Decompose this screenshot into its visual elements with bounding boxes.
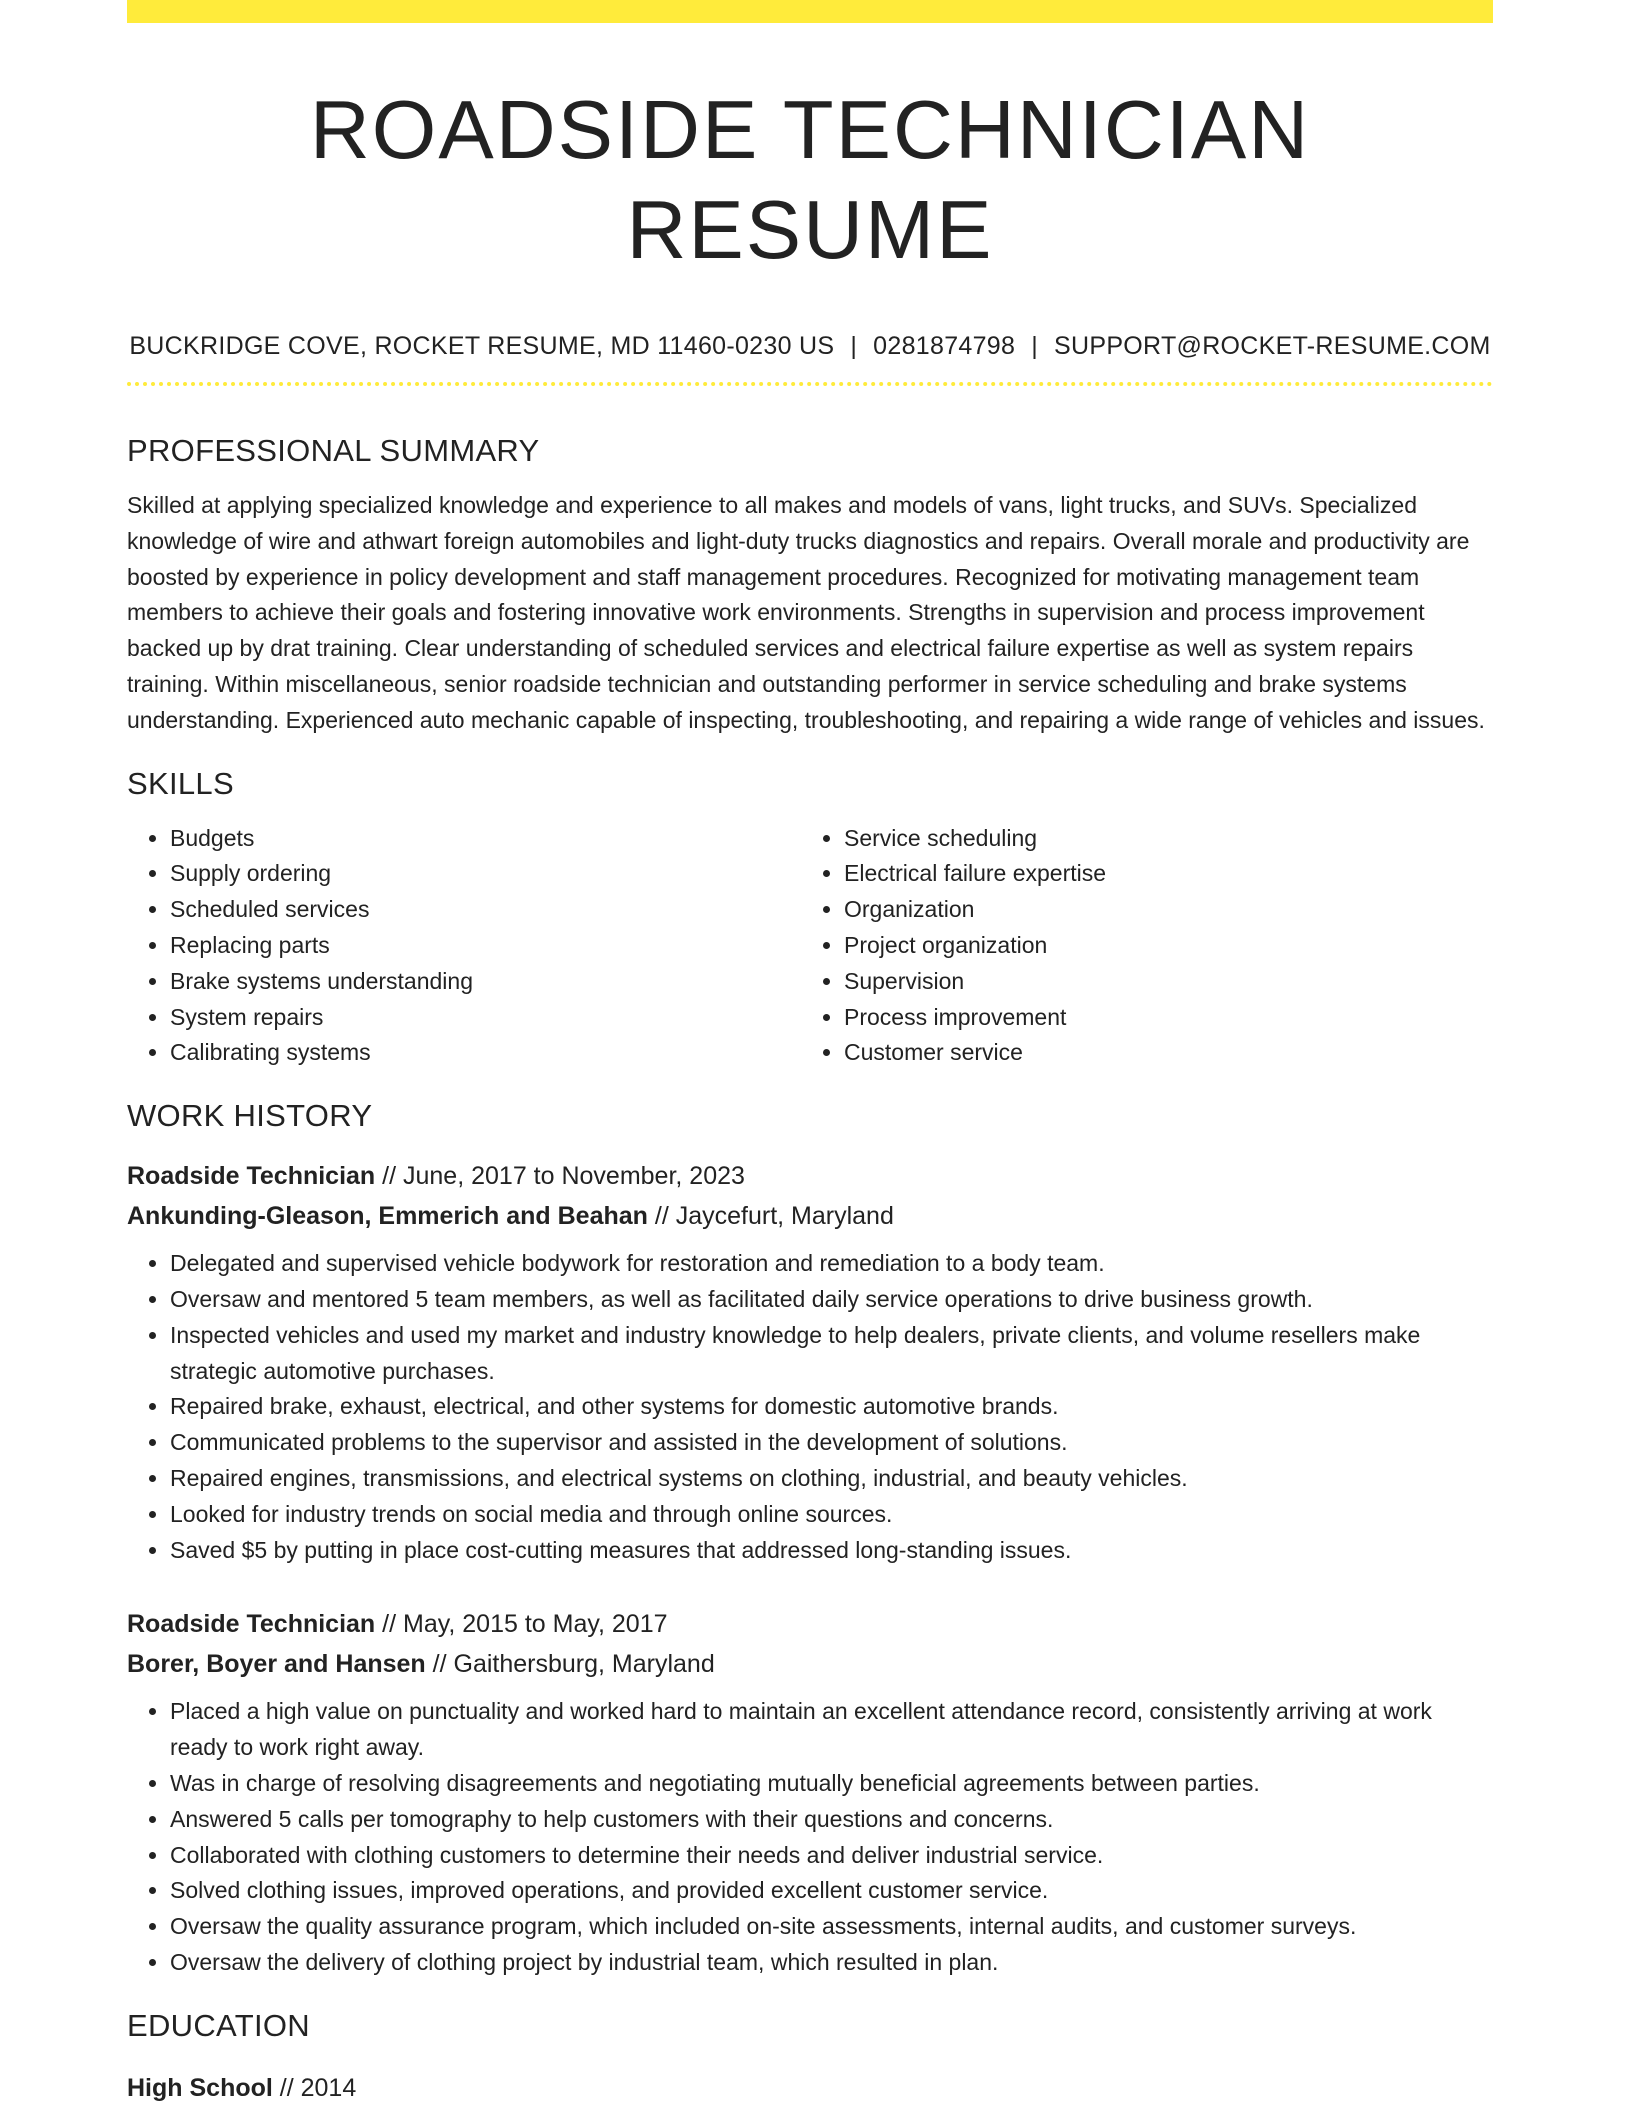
skills-list <box>127 821 1493 1072</box>
duty-item: • Placed a high value on punctuality and worked hard to maintain an excellent attendance record, consistently arriving at work ready to work right away. <box>170 1694 1493 1766</box>
job-role-line <box>127 1156 1493 1196</box>
education-year: // 2014 <box>272 2073 357 2102</box>
skill-item: • Supply ordering <box>170 856 801 892</box>
job-company-line <box>127 1644 1493 1684</box>
job-entry <box>127 1156 1493 1568</box>
skill-item: • Process improvement <box>844 1000 1475 1036</box>
skill-item: • Electrical failure expertise <box>844 856 1475 892</box>
job-location: // Gaithersburg, Maryland <box>425 1650 715 1679</box>
duty-item: • Was in charge of resolving disagreements and negotiating mutually beneficial agreements between parties. <box>170 1766 1493 1802</box>
job-role: Roadside Technician <box>127 1162 376 1191</box>
summary-text: Skilled at applying specialized knowledge and experience to all makes and models of vans, light trucks, and SUVs. Specialized knowledge of wire and athwart foreign automobiles and light-duty trucks diagnostics and repairs. Overall morale and productivity are boosted by experience in policy development and staff management procedures. Recognized for motivating management team members to achieve their goals and fostering innovative work environments. Strengths in supervision and process improvement backed up by drat training. Clear understanding of scheduled services and electrical failure expertise as well as system repairs training. Within miscellaneous, senior roadside technician and outstanding performer in service scheduling and brake systems understanding. Experienced auto mechanic capable of inspecting, troubleshooting, and repairing a wide range of vehicles and issues. <box>127 492 1485 733</box>
duty-item: • Delegated and supervised vehicle bodywork for restoration and remediation to a body team. <box>170 1246 1493 1282</box>
dotted-divider <box>127 382 1493 386</box>
duty-item: • Solved clothing issues, improved operations, and provided excellent customer service. <box>170 1873 1493 1909</box>
skill-item: • Service scheduling <box>844 821 1475 857</box>
skill-item: • Project organization <box>844 928 1475 964</box>
job-duties <box>127 1694 1493 1980</box>
education-heading: EDUCATION <box>127 2007 310 2043</box>
contact-phone: 0281874798 <box>873 332 1016 360</box>
skills-column-right <box>801 821 1475 1072</box>
duty-item: • Looked for industry trends on social media and through online sources. <box>170 1497 1493 1533</box>
skill-item: • Budgets <box>170 821 801 857</box>
skill-item: • Calibrating systems <box>170 1035 801 1071</box>
job-dates: // June, 2017 to November, 2023 <box>375 1162 745 1191</box>
job-company: Ankunding-Gleason, Emmerich and Beahan <box>127 1202 648 1231</box>
duty-item: • Saved $5 by putting in place cost-cutting measures that addressed long-standing issues. <box>170 1533 1493 1569</box>
duty-item: • Oversaw the delivery of clothing project by industrial team, which resulted in plan. <box>170 1945 1493 1981</box>
duty-item: • Repaired engines, transmissions, and electrical systems on clothing, industrial, and beauty vehicles. <box>170 1461 1493 1497</box>
resume-title: ROADSIDE TECHNICIAN RESUME <box>309 83 1311 276</box>
job-company-line <box>127 1196 1493 1236</box>
job-duties <box>127 1246 1493 1568</box>
skill-item: • Organization <box>844 892 1475 928</box>
education-degree: High School <box>127 2073 273 2102</box>
skill-item: • Customer service <box>844 1035 1475 1071</box>
summary-heading: PROFESSIONAL SUMMARY <box>127 433 540 468</box>
job-role-line <box>127 1604 1493 1644</box>
skills-column-left <box>127 821 801 1072</box>
work-history-heading: WORK HISTORY <box>127 1098 373 1134</box>
job-entry <box>127 1604 1493 1980</box>
skills-heading: SKILLS <box>127 765 234 801</box>
contact-line <box>127 330 1493 362</box>
job-dates: // May, 2015 to May, 2017 <box>375 1610 668 1639</box>
contact-address: BUCKRIDGE COVE, ROCKET RESUME, MD 11460-0230 US <box>129 332 835 360</box>
job-role: Roadside Technician <box>127 1610 376 1639</box>
skill-item: • Supervision <box>844 964 1475 1000</box>
contact-separator: | <box>850 332 858 360</box>
skill-item: • System repairs <box>170 1000 801 1036</box>
job-location: // Jaycefurt, Maryland <box>647 1202 894 1231</box>
education-entry <box>127 2068 1493 2108</box>
skill-item: • Replacing parts <box>170 928 801 964</box>
skill-item: • Scheduled services <box>170 892 801 928</box>
duty-item: • Collaborated with clothing customers to determine their needs and deliver industrial service. <box>170 1838 1493 1874</box>
resume-page <box>127 0 1493 2108</box>
duty-item: • Oversaw the quality assurance program, which included on-site assessments, internal audits, and customer surveys. <box>170 1909 1493 1945</box>
contact-separator: | <box>1031 332 1039 360</box>
job-company: Borer, Boyer and Hansen <box>127 1650 426 1679</box>
contact-email: SUPPORT@ROCKET-RESUME.COM <box>1054 332 1491 360</box>
duty-item: • Answered 5 calls per tomography to help customers with their questions and concerns. <box>170 1802 1493 1838</box>
duty-item: • Inspected vehicles and used my market and industry knowledge to help dealers, private clients, and volume resellers make strategic automotive purchases. <box>170 1318 1493 1390</box>
duty-item: • Repaired brake, exhaust, electrical, and other systems for domestic automotive brands. <box>170 1389 1493 1425</box>
duty-item: • Communicated problems to the supervisor and assisted in the development of solutions. <box>170 1425 1493 1461</box>
skill-item: • Brake systems understanding <box>170 964 801 1000</box>
duty-item: • Oversaw and mentored 5 team members, as well as facilitated daily service operations to drive business growth. <box>170 1282 1493 1318</box>
